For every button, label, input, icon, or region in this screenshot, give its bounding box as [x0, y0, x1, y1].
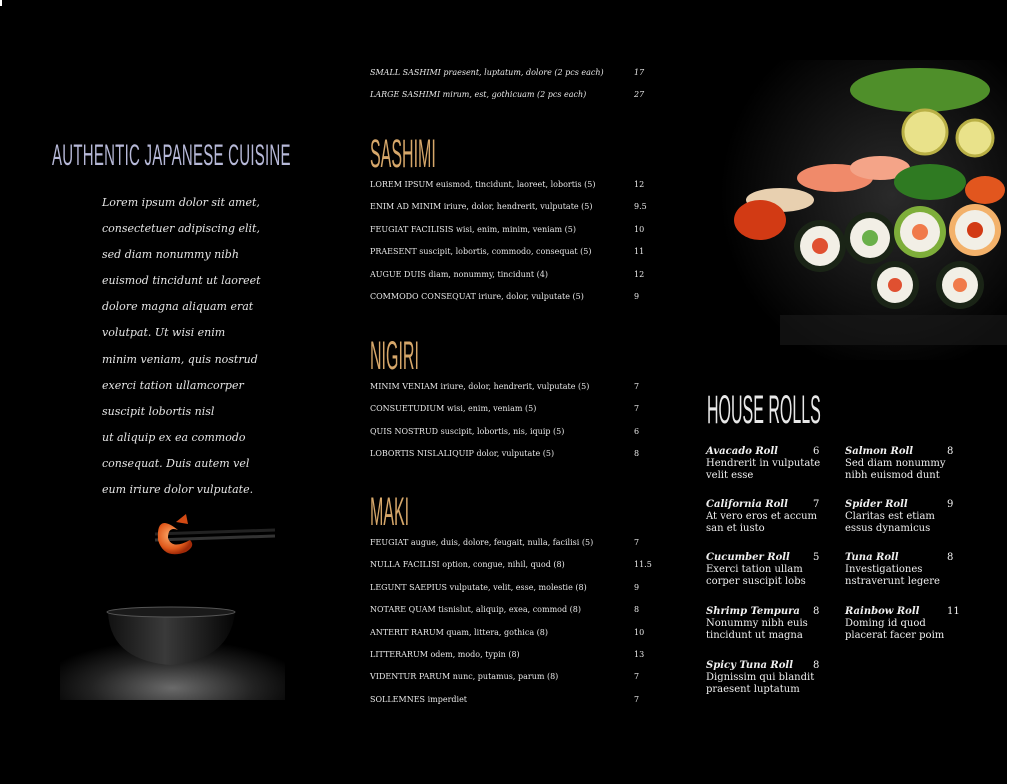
roll-description-line: san et iusto	[706, 522, 765, 534]
roll-description-line: placerat facer poim	[845, 629, 945, 641]
roe-icon	[965, 176, 1005, 204]
intro-line: volutpat. Ut wisi enim	[102, 326, 226, 340]
menu-item-description: tisnislut, aliquip, exea, commod (8)	[438, 605, 581, 615]
roll-description-line: nibh euismod dunt	[845, 469, 940, 481]
menu-item-description: wisi, enim, veniam (5)	[446, 404, 537, 414]
maki-roll-icon	[871, 261, 919, 309]
garnish-icon	[850, 68, 990, 112]
crop-mark	[0, 0, 2, 6]
maki-roll-icon	[894, 206, 946, 258]
menu-item-name: PRAESENT	[370, 247, 417, 257]
menu-item-description: option, congue, nihil, quod (8)	[442, 560, 565, 570]
roll-description-line: praesent luptatum	[706, 683, 800, 695]
menu-item	[370, 247, 650, 256]
roll-description-line: Investigationes	[845, 564, 923, 575]
roll-price: 8	[813, 660, 820, 671]
menu-item	[370, 538, 650, 547]
intro-line: exerci tation ullamcorper	[102, 378, 244, 392]
menu-item-name: QUIS NOSTRUD	[370, 426, 439, 436]
menu-item	[370, 292, 650, 301]
roll-description-line: Claritas est etiam	[845, 511, 935, 522]
intro-line: suscipit lobortis nisl	[102, 404, 215, 418]
menu-item-name: SMALL SASHIMI	[370, 68, 441, 77]
menu-item-name: MINIM VENIAM	[370, 382, 438, 391]
house-roll-item	[706, 606, 831, 641]
menu-item-name: LARGE SASHIMI	[370, 90, 441, 99]
menu-item-price: 17	[634, 68, 645, 77]
intro-line: consequat. Duis autem vel	[102, 456, 250, 470]
roll-price: 6	[813, 446, 820, 457]
house-roll-item	[845, 499, 970, 534]
house-rolls-title: HOUSE ROLLS	[707, 388, 821, 432]
roll-name: Salmon Roll	[845, 446, 914, 457]
house-roll-item	[706, 660, 831, 695]
roll-description-line: corper suscipit lobs	[706, 575, 806, 587]
menu-item	[370, 68, 650, 77]
menu-item	[370, 225, 650, 234]
menu-item-price: 11.5	[634, 560, 652, 570]
roll-name: Tuna Roll	[845, 552, 899, 563]
page-title: AUTHENTIC JAPANESE CUISINE	[52, 139, 291, 172]
intro-line: ut aliquip ex ea commodo	[102, 430, 246, 444]
roll-name: Rainbow Roll	[845, 606, 920, 617]
menu-item-description: wisi, enim, minim, veniam (5)	[455, 224, 576, 234]
roll-name: Spicy Tuna Roll	[706, 660, 793, 671]
menu-item-name: FEUGIAT	[370, 538, 409, 547]
intro-line: Lorem ipsum dolor sit amet,	[102, 196, 260, 209]
menu-item-description: nunc, putamus, parum (8)	[452, 672, 559, 682]
roll-price: 8	[947, 552, 954, 563]
chopstick-icon	[155, 530, 275, 534]
menu-item-description: diam, nonummy, tincidunt (4)	[428, 269, 548, 279]
intro-line: sed diam nonummy nibh	[102, 248, 239, 262]
menu-item-price: 12	[634, 180, 645, 189]
menu-item	[370, 90, 650, 99]
menu-item	[370, 427, 650, 436]
menu-item-price: 7	[634, 672, 640, 682]
menu-item-description: iriure, dolor, hendrerit, vulputate (5)	[443, 202, 593, 212]
bowl-rim	[107, 607, 235, 617]
menu-item-description: vulputate, velit, esse, molestie (8)	[449, 582, 587, 592]
roll-description-line: Nonummy nibh euis	[706, 618, 808, 629]
menu-item	[370, 449, 650, 458]
seaweed-icon	[894, 164, 966, 200]
menu-item	[370, 672, 650, 681]
menu-item-name: VIDENTUR PARUM	[370, 672, 451, 682]
lemon-slice-icon	[957, 120, 993, 156]
shrimp-tail-icon	[176, 514, 188, 524]
section-title: MAKI	[370, 490, 410, 534]
house-roll-item	[845, 446, 970, 481]
menu-item-name: LEGUNT SAEPIUS	[370, 582, 448, 592]
menu-item	[370, 628, 650, 637]
menu-item	[370, 404, 650, 413]
roll-description-line: essus dynamicus	[845, 522, 931, 534]
menu-item	[370, 382, 650, 391]
menu-item-description: iriure, dolor, vulputate (5)	[478, 292, 584, 301]
roll-price: 8	[947, 446, 954, 457]
menu-item-description: iriure, dolor, hendrerit, vulputate (5)	[440, 382, 590, 391]
menu-item-description: suscipit, lobortis, commodo, consequat (5)	[419, 247, 592, 257]
intro-paragraph	[102, 190, 282, 503]
menu-item-price: 9	[634, 292, 640, 301]
menu-item-description: mirum, est, gothicuam (2 pcs each)	[442, 90, 587, 99]
menu-item-description: quam, littera, gothica (8)	[446, 627, 548, 637]
roll-description-line: Doming id quod	[845, 618, 926, 629]
menu-item-price: 7	[634, 382, 640, 391]
menu-item-name: NULLA FACILISI	[370, 560, 440, 570]
menu-item-name: LOREM IPSUM	[370, 180, 434, 189]
menu-item-name: ENIM AD MINIM	[370, 202, 442, 212]
menu-item-name: LITTERARUM	[370, 650, 428, 659]
menu-item-description: dolor, vulputate (5)	[476, 449, 555, 459]
menu-item-name: FEUGIAT FACILISIS	[370, 224, 454, 234]
roll-description-line: tincidunt ut magna	[706, 629, 803, 641]
maki-roll-icon	[949, 204, 1001, 256]
menu-item-name: AUGUE DUIS	[370, 269, 426, 279]
intro-line: consectetuer adipiscing elit,	[102, 222, 260, 236]
chopstick-icon	[155, 536, 275, 540]
roll-price: 8	[813, 606, 820, 617]
house-roll-item	[845, 552, 970, 587]
menu-item-name: SOLLEMNES	[370, 694, 426, 704]
menu-item-price: 6	[634, 426, 640, 436]
roll-description-line: Dignissim qui blandit	[706, 672, 815, 683]
reflection	[780, 315, 1007, 345]
roll-name: Spider Roll	[845, 499, 908, 510]
menu-item	[370, 180, 650, 189]
menu-item-price: 10	[634, 224, 645, 234]
maki-roll-icon	[794, 220, 846, 272]
roll-description-line: Sed diam nonummy	[845, 458, 946, 469]
maki-roll-icon	[936, 261, 984, 309]
menu-item-description: praesent, luptatum, dolore (2 pcs each)	[443, 68, 604, 77]
menu-item-description: odem, modo, typin (8)	[430, 650, 520, 659]
house-roll-item	[706, 446, 831, 481]
menu-item-price: 9.5	[634, 202, 647, 212]
menu-item-description: suscipit, lobortis, nis, iquip (5)	[440, 426, 565, 436]
lemon-slice-icon	[903, 110, 947, 154]
menu-item	[370, 605, 650, 614]
menu-item-name: LOBORTIS NISLALIQUIP	[370, 449, 474, 459]
roll-description-line: Exerci tation ullam	[706, 564, 803, 575]
menu-item-price: 11	[634, 247, 645, 257]
intro-line: minim veniam, quis nostrud	[102, 352, 258, 366]
menu-item	[370, 202, 650, 211]
menu-item	[370, 560, 650, 569]
shrimp-bowl-image	[60, 500, 285, 700]
menu-item-price: 9	[634, 582, 640, 592]
section-title: SASHIMI	[370, 132, 436, 176]
roll-name: Cucumber Roll	[706, 552, 790, 563]
menu-item	[370, 650, 650, 659]
menu-item-price: 12	[634, 269, 645, 279]
menu-item-price: 10	[634, 627, 645, 637]
menu-item-description: augue, duis, dolore, feugait, nulla, facilisi (5)	[410, 538, 594, 547]
menu-item-price: 7	[634, 694, 640, 704]
menu-item-price: 7	[634, 538, 640, 547]
house-roll-item	[706, 499, 831, 534]
menu-item	[370, 270, 650, 279]
house-roll-item	[706, 552, 831, 587]
section-title: NIGIRI	[370, 334, 419, 378]
roll-description-line: Hendrerit in vulputate	[706, 458, 821, 469]
menu-item-description: euismod, tincidunt, laoreet, lobortis (5)	[435, 180, 596, 189]
roll-description-line: At vero eros et accum	[706, 511, 818, 522]
menu-item-name: ANTERIT RARUM	[370, 627, 444, 637]
menu-item	[370, 583, 650, 592]
menu-item-price: 7	[634, 404, 640, 414]
menu-item-price: 8	[634, 605, 640, 615]
roe-icon	[734, 200, 786, 240]
menu-item-price: 8	[634, 449, 640, 459]
maki-roll-icon	[844, 212, 896, 264]
menu-item-price: 13	[634, 650, 645, 659]
menu-item-price: 27	[634, 90, 645, 99]
intro-line: dolore magna aliquam erat	[102, 300, 254, 314]
roll-description-line: nstraverunt legere	[845, 575, 940, 587]
roll-price: 9	[947, 499, 954, 510]
house-roll-item	[845, 606, 970, 641]
menu-item-name: NOTARE QUAM	[370, 605, 436, 615]
intro-line: eum iriure dolor vulputate.	[102, 483, 254, 497]
intro-line: euismod tincidunt ut laoreet	[102, 274, 261, 288]
roll-name: Shrimp Tempura	[706, 606, 800, 617]
menu-item	[370, 695, 650, 704]
menu-item-name: COMMODO CONSEQUAT	[370, 292, 476, 301]
sushi-platter-image	[720, 60, 1007, 360]
roll-name: California Roll	[706, 499, 788, 510]
roll-name: Avacado Roll	[706, 446, 778, 457]
roll-price: 7	[813, 499, 820, 510]
menu-item-name: CONSUETUDIUM	[370, 404, 445, 414]
roll-description-line: velit esse	[706, 469, 754, 481]
roll-price: 11	[947, 606, 960, 617]
roll-price: 5	[813, 552, 820, 563]
menu-item-description: imperdiet	[427, 694, 468, 704]
